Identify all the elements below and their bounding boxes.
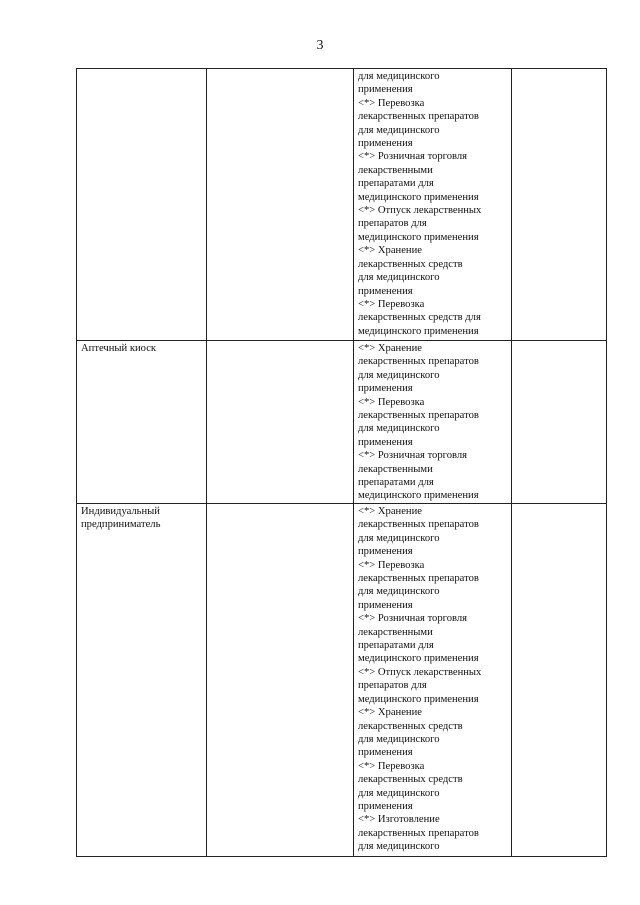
table-row	[77, 341, 607, 504]
activity-line: применения	[358, 599, 413, 611]
empty-cell	[207, 341, 354, 504]
empty-cell	[512, 341, 607, 504]
empty-cell	[512, 504, 607, 857]
activity-line: лекарственными	[358, 164, 433, 176]
activity-line: лекарственных препаратов	[358, 827, 479, 839]
activity-line: <*> Хранение	[358, 343, 422, 354]
activity-line: для медицинского	[358, 787, 440, 799]
activity-line: <*> Хранение	[358, 245, 422, 257]
activity-line: для медицинского	[358, 369, 440, 381]
entity-name: Аптечный киоск	[81, 343, 157, 354]
empty-cell	[207, 504, 354, 857]
activity-line: препаратов для	[358, 680, 427, 692]
activity-line: <*> Хранение	[358, 707, 422, 719]
activity-line: для медицинского	[358, 532, 440, 544]
activity-line: <*> Перевозка	[358, 97, 425, 109]
activity-line: лекарственных препаратов	[358, 410, 479, 422]
activity-line: применения	[358, 747, 413, 759]
activity-line: для медицинского	[358, 124, 440, 136]
activity-line: для медицинского	[358, 71, 440, 82]
activity-line: медицинского применения	[358, 653, 479, 665]
activities-cell	[354, 504, 512, 857]
activity-line: для медицинского	[358, 841, 440, 853]
activity-line: медицинского применения	[358, 490, 479, 502]
activity-line: препаратами для	[358, 640, 434, 652]
activity-line: применения	[358, 546, 413, 558]
activity-line: для медицинского	[358, 733, 440, 745]
activity-line: <*> Отпуск лекарственных	[358, 666, 482, 678]
license-activities-table	[76, 68, 607, 857]
activity-line: применения	[358, 138, 413, 150]
activity-line: применения	[358, 800, 413, 812]
empty-cell	[512, 69, 607, 341]
activity-line: лекарственных препаратов	[358, 356, 479, 368]
activity-line: лекарственных препаратов	[358, 519, 479, 531]
activity-line: медицинского применения	[358, 325, 479, 337]
activity-line: лекарственными	[358, 626, 433, 638]
activity-line: лекарственных средств для	[358, 312, 481, 324]
entity-name: Индивидуальный предприниматель	[81, 506, 161, 531]
empty-cell	[207, 69, 354, 341]
activity-line: лекарственных препаратов	[358, 111, 479, 123]
activity-line: медицинского применения	[358, 191, 479, 203]
activity-line: лекарственных средств	[358, 774, 463, 786]
activity-line: <*> Хранение	[358, 506, 422, 517]
activity-line: лекарственных средств	[358, 258, 463, 270]
activity-line: лекарственных препаратов	[358, 573, 479, 585]
activity-line: <*> Розничная торговля	[358, 450, 468, 462]
entity-name-cell	[77, 504, 207, 857]
activity-line: медицинского применения	[358, 231, 479, 243]
page-number: 3	[316, 38, 324, 53]
activity-line: <*> Розничная торговля	[358, 151, 468, 163]
activity-line: <*> Перевозка	[358, 298, 425, 310]
table-row	[77, 504, 607, 857]
activity-line: для медицинского	[358, 272, 440, 284]
activity-line: для медицинского	[358, 423, 440, 435]
activity-line: <*> Перевозка	[358, 396, 425, 408]
activity-line: препаратами для	[358, 477, 434, 489]
activities-cell	[354, 341, 512, 504]
activity-line: <*> Изготовление	[358, 814, 440, 826]
table-row	[77, 69, 607, 341]
activity-line: применения	[358, 84, 413, 96]
activity-line: лекарственными	[358, 463, 433, 475]
activity-line: медицинского применения	[358, 693, 479, 705]
entity-name-cell	[77, 69, 207, 341]
activities-cell	[354, 69, 512, 341]
activity-line: лекарственных средств	[358, 720, 463, 732]
activity-line: применения	[358, 383, 413, 395]
entity-name-cell	[77, 341, 207, 504]
activity-line: <*> Перевозка	[358, 559, 425, 571]
activity-line: <*> Розничная торговля	[358, 613, 468, 625]
activity-line: <*> Перевозка	[358, 760, 425, 772]
activity-line: для медицинского	[358, 586, 440, 598]
activity-line: <*> Отпуск лекарственных	[358, 205, 482, 217]
activity-line: применения	[358, 436, 413, 448]
activity-line: применения	[358, 285, 413, 297]
activity-line: препаратов для	[358, 218, 427, 230]
activity-line: препаратами для	[358, 178, 434, 190]
